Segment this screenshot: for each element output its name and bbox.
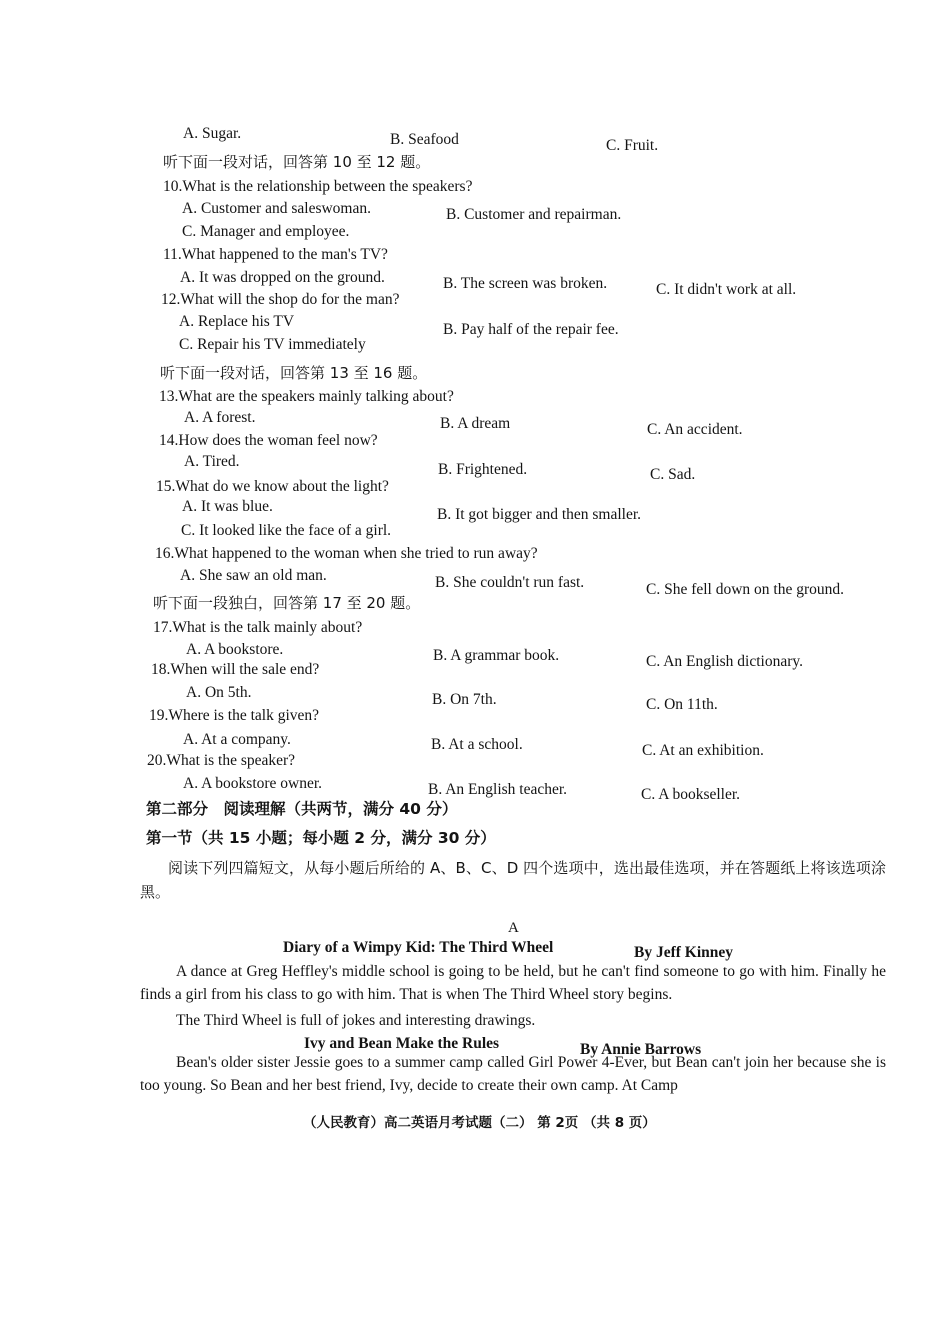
q13-option-c: C. An accident. <box>647 421 743 438</box>
q17-option-a: A. A bookstore. <box>186 641 284 658</box>
question-14: 14.How does the woman feel now? <box>159 432 378 449</box>
q11-option-a: A. It was dropped on the ground. <box>180 269 385 286</box>
q15-option-c: C. It looked like the face of a girl. <box>181 522 392 539</box>
question-15: 15.What do we know about the light? <box>156 478 389 495</box>
q20-option-b: B. An English teacher. <box>428 781 568 798</box>
book2-title: Ivy and Bean Make the Rules <box>304 1035 500 1052</box>
section1-heading: 第一节（共 15 小题；每小题 2 分，满分 30 分） <box>146 829 496 847</box>
q13-option-a: A. A forest. <box>184 409 256 426</box>
passage-letter: A <box>508 920 519 936</box>
question-12: 12.What will the shop do for the man? <box>161 291 400 308</box>
q18-option-c: C. On 11th. <box>646 696 718 713</box>
reading-instruction: 阅读下列四篇短文，从每小题后所给的 A、B、C、D 四个选项中，选出最佳选项，并在答题纸上将该选项涂黑。 <box>140 859 886 901</box>
question-11: 11.What happened to the man's TV? <box>163 246 388 263</box>
book1-paragraph2: The Third Wheel is full of jokes and interesting drawings. <box>176 1012 536 1029</box>
q17-option-c: C. An English dictionary. <box>646 653 803 670</box>
q18-option-b: B. On 7th. <box>432 691 497 708</box>
question-20: 20.What is the speaker? <box>147 752 296 769</box>
q19-option-b: B. At a school. <box>431 736 523 753</box>
question-19: 19.Where is the talk given? <box>149 707 320 724</box>
q11-option-c: C. It didn't work at all. <box>656 281 797 298</box>
instruction-17-20: 听下面一段独白，回答第 17 至 20 题。 <box>153 594 421 612</box>
book1-title: Diary of a Wimpy Kid: The Third Wheel <box>283 939 554 956</box>
q19-option-c: C. At an exhibition. <box>642 742 764 759</box>
q14-option-c: C. Sad. <box>650 466 696 483</box>
instruction-10-12: 听下面一段对话，回答第 10 至 12 题。 <box>163 153 431 171</box>
page-footer: （人民教育）高二英语月考试题（二） 第 2页 （共 8 页） <box>303 1115 656 1131</box>
question-17: 17.What is the talk mainly about? <box>153 619 363 636</box>
part2-heading: 第二部分 阅读理解（共两节，满分 40 分） <box>146 800 458 818</box>
book1-paragraph1: A dance at Greg Heffley's middle school is going to be held, but he can't find someone to go with him. Finally he finds a girl from his class to go with him. That is when The Third Wheel story begins. <box>140 963 886 1003</box>
q15-option-a: A. It was blue. <box>182 498 273 515</box>
book1-author: By Jeff Kinney <box>634 944 734 961</box>
q16-option-b: B. She couldn't run fast. <box>435 574 585 591</box>
q12-option-c: C. Repair his TV immediately <box>179 336 366 353</box>
q10-option-a: A. Customer and saleswoman. <box>182 200 371 217</box>
q12-option-a: A. Replace his TV <box>179 313 295 330</box>
q11-option-b: B. The screen was broken. <box>443 275 608 292</box>
q12-option-b: B. Pay half of the repair fee. <box>443 321 619 338</box>
q20-option-a: A. A bookstore owner. <box>183 775 323 792</box>
question-16: 16.What happened to the woman when she tried to run away? <box>155 545 538 562</box>
q19-option-a: A. At a company. <box>183 731 291 748</box>
q15-option-b: B. It got bigger and then smaller. <box>437 506 642 523</box>
q9-option-c: C. Fruit. <box>606 137 659 154</box>
q14-option-b: B. Frightened. <box>438 461 528 478</box>
q16-option-c: C. She fell down on the ground. <box>646 581 845 598</box>
q10-option-b: B. Customer and repairman. <box>446 206 622 223</box>
q10-option-c: C. Manager and employee. <box>182 223 350 240</box>
question-13: 13.What are the speakers mainly talking about? <box>159 388 454 405</box>
q9-option-a: A. Sugar. <box>183 125 242 142</box>
instruction-13-16: 听下面一段对话，回答第 13 至 16 题。 <box>160 364 428 382</box>
q20-option-c: C. A bookseller. <box>641 786 741 803</box>
q9-option-b: B. Seafood <box>390 131 459 148</box>
book2-paragraph1: Bean's older sister Jessie goes to a summer camp called Girl Power 4-Ever, but Bean can't join her because she is too young. So Bean and her best friend, Ivy, decide to create their own camp. At Camp <box>140 1054 886 1094</box>
question-18: 18.When will the sale end? <box>151 661 320 678</box>
book2-author: By Annie Barrows <box>580 1041 702 1058</box>
question-10: 10.What is the relationship between the speakers? <box>163 178 473 195</box>
q16-option-a: A. She saw an old man. <box>180 567 327 584</box>
q18-option-a: A. On 5th. <box>186 684 252 701</box>
q13-option-b: B. A dream <box>440 415 511 432</box>
q17-option-b: B. A grammar book. <box>433 647 560 664</box>
q14-option-a: A. Tired. <box>184 453 240 470</box>
